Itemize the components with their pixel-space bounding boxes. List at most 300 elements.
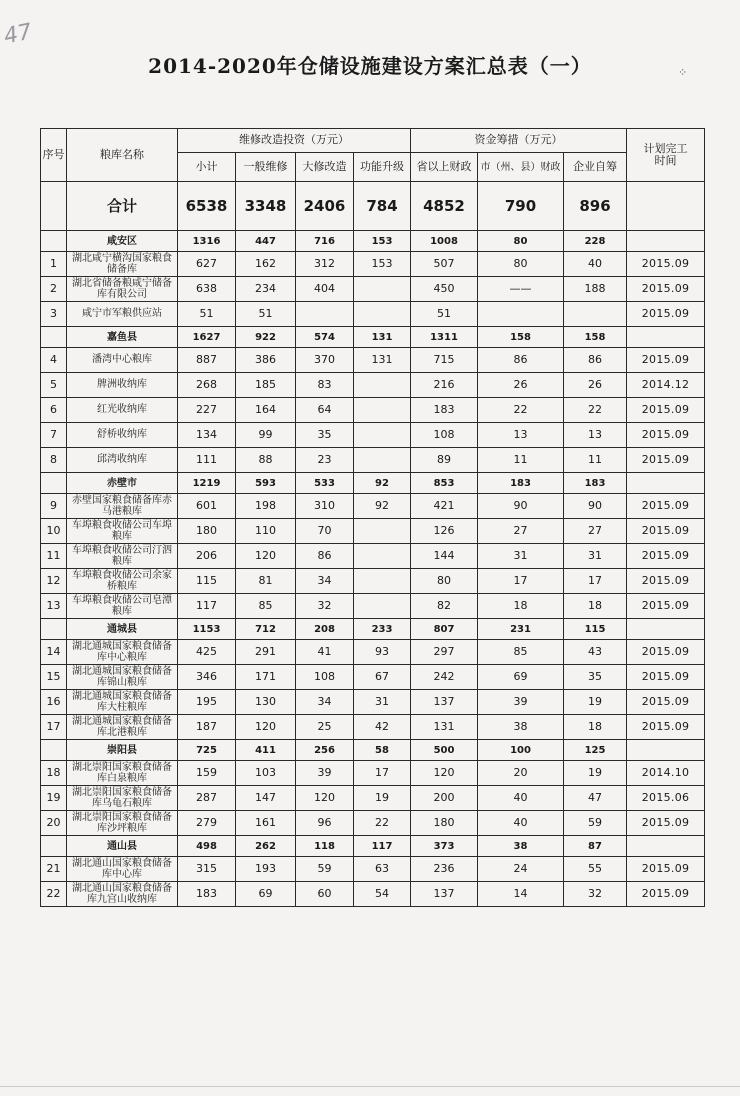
cell-upgrade <box>354 594 411 619</box>
cell-enterprise: 19 <box>564 761 627 786</box>
table-row <box>41 665 705 690</box>
cell-provincial: 853 <box>411 473 478 494</box>
table-row <box>41 715 705 740</box>
row-seq: 3 <box>41 302 67 327</box>
cell-date <box>627 619 705 640</box>
cell-provincial: 242 <box>411 665 478 690</box>
cell-enterprise: 31 <box>564 544 627 569</box>
cell-date: 2015.09 <box>627 423 705 448</box>
cell-general: 185 <box>236 373 296 398</box>
header-provincial: 省以上财政 <box>411 153 478 182</box>
cell-date: 2015.09 <box>627 302 705 327</box>
cell-upgrade <box>354 569 411 594</box>
summary-table <box>40 128 705 907</box>
cell-major: 256 <box>296 740 354 761</box>
cell-subtotal: 180 <box>178 519 236 544</box>
cell-subtotal: 601 <box>178 494 236 519</box>
cell-provincial: 500 <box>411 740 478 761</box>
cell-general: 447 <box>236 231 296 252</box>
cell-major: 404 <box>296 277 354 302</box>
cell-upgrade: 22 <box>354 811 411 836</box>
cell-provincial: 200 <box>411 786 478 811</box>
cell-provincial: 120 <box>411 761 478 786</box>
cell-enterprise: 26 <box>564 373 627 398</box>
cell-date: 2015.09 <box>627 398 705 423</box>
cell-provincial: 236 <box>411 857 478 882</box>
row-seq: 4 <box>41 348 67 373</box>
cell-municipal: 24 <box>478 857 564 882</box>
table-row <box>41 569 705 594</box>
cell-major: 716 <box>296 231 354 252</box>
cell-major: 64 <box>296 398 354 423</box>
table-row <box>41 423 705 448</box>
cell-general: 262 <box>236 836 296 857</box>
cell-upgrade: 153 <box>354 252 411 277</box>
cell-enterprise: 47 <box>564 786 627 811</box>
cell-municipal: 26 <box>478 373 564 398</box>
cell-enterprise: 27 <box>564 519 627 544</box>
handwritten-page-number: 47 <box>1 19 35 50</box>
cell-date <box>627 473 705 494</box>
cell-enterprise: 183 <box>564 473 627 494</box>
cell-subtotal: 887 <box>178 348 236 373</box>
row-seq: 22 <box>41 882 67 907</box>
row-seq: 7 <box>41 423 67 448</box>
cell-general: 110 <box>236 519 296 544</box>
cell-enterprise: 35 <box>564 665 627 690</box>
granary-name: 湖北咸宁横沟国家粮食储备库 <box>67 252 178 277</box>
cell-enterprise: 55 <box>564 857 627 882</box>
cell-subtotal: 279 <box>178 811 236 836</box>
row-seq: 6 <box>41 398 67 423</box>
header-major-repair: 大修改造 <box>296 153 354 182</box>
cell-date: 2015.09 <box>627 690 705 715</box>
cell-enterprise: 90 <box>564 494 627 519</box>
cell-major: 312 <box>296 252 354 277</box>
cell-general: 234 <box>236 277 296 302</box>
cell-enterprise: 32 <box>564 882 627 907</box>
cell-provincial: 126 <box>411 519 478 544</box>
cell-date <box>627 740 705 761</box>
total-upgrade: 784 <box>354 182 411 231</box>
cell-upgrade: 19 <box>354 786 411 811</box>
cell-enterprise: 11 <box>564 448 627 473</box>
cell-general: 193 <box>236 857 296 882</box>
cell-major: 70 <box>296 519 354 544</box>
cell-enterprise: 18 <box>564 715 627 740</box>
cell-date: 2015.09 <box>627 494 705 519</box>
row-seq: 19 <box>41 786 67 811</box>
table-row <box>41 690 705 715</box>
cell-subtotal: 183 <box>178 882 236 907</box>
table-row <box>41 373 705 398</box>
cell-provincial: 715 <box>411 348 478 373</box>
table-row <box>41 786 705 811</box>
cell-major: 60 <box>296 882 354 907</box>
cell-municipal: 80 <box>478 252 564 277</box>
cell-enterprise: 188 <box>564 277 627 302</box>
cell-provincial: 89 <box>411 448 478 473</box>
cell-general: 120 <box>236 715 296 740</box>
cell-upgrade <box>354 277 411 302</box>
cell-upgrade: 54 <box>354 882 411 907</box>
cell-provincial: 51 <box>411 302 478 327</box>
cell-municipal: 31 <box>478 544 564 569</box>
cell-municipal: 80 <box>478 231 564 252</box>
row-seq: 20 <box>41 811 67 836</box>
cell-upgrade: 42 <box>354 715 411 740</box>
total-seq <box>41 182 67 231</box>
cell-major: 108 <box>296 665 354 690</box>
region-row <box>41 473 705 494</box>
cell-major: 120 <box>296 786 354 811</box>
row-seq: 21 <box>41 857 67 882</box>
row-seq: 11 <box>41 544 67 569</box>
total-row <box>41 182 705 231</box>
cell-upgrade <box>354 519 411 544</box>
cell-upgrade: 92 <box>354 473 411 494</box>
cell-subtotal: 627 <box>178 252 236 277</box>
row-seq <box>41 836 67 857</box>
region-row <box>41 740 705 761</box>
cell-subtotal: 1627 <box>178 327 236 348</box>
total-subtotal: 6538 <box>178 182 236 231</box>
cell-provincial: 137 <box>411 882 478 907</box>
cell-municipal: 22 <box>478 398 564 423</box>
cell-subtotal: 1316 <box>178 231 236 252</box>
cell-major: 574 <box>296 327 354 348</box>
cell-subtotal: 195 <box>178 690 236 715</box>
document-title: 2014-2020年仓储设施建设方案汇总表（一） <box>148 54 592 78</box>
cell-enterprise: 13 <box>564 423 627 448</box>
table-row <box>41 594 705 619</box>
cell-municipal: 18 <box>478 594 564 619</box>
cell-upgrade <box>354 423 411 448</box>
granary-name: 湖北省储备粮咸宁储备库有限公司 <box>67 277 178 302</box>
granary-name: 车埠粮食收储公司余家桥粮库 <box>67 569 178 594</box>
cell-subtotal: 111 <box>178 448 236 473</box>
header-general-repair: 一般维修 <box>236 153 296 182</box>
row-seq: 13 <box>41 594 67 619</box>
table-row <box>41 348 705 373</box>
granary-name: 湖北崇阳国家粮食储备库沙坪粮库 <box>67 811 178 836</box>
cell-municipal: 27 <box>478 519 564 544</box>
cell-general: 99 <box>236 423 296 448</box>
cell-date: 2015.09 <box>627 277 705 302</box>
cell-provincial: 1311 <box>411 327 478 348</box>
cell-subtotal: 187 <box>178 715 236 740</box>
cell-general: 411 <box>236 740 296 761</box>
cell-general: 712 <box>236 619 296 640</box>
cell-major: 83 <box>296 373 354 398</box>
cell-date: 2014.10 <box>627 761 705 786</box>
cell-enterprise: 18 <box>564 594 627 619</box>
table-row <box>41 811 705 836</box>
cell-municipal: 86 <box>478 348 564 373</box>
cell-subtotal: 159 <box>178 761 236 786</box>
cell-municipal: 11 <box>478 448 564 473</box>
cell-major: 86 <box>296 544 354 569</box>
cell-date: 2015.09 <box>627 811 705 836</box>
cell-enterprise: 87 <box>564 836 627 857</box>
granary-name: 赤壁国家粮食储备库赤马港粮库 <box>67 494 178 519</box>
granary-name: 湖北通城国家粮食储备库大柱粮库 <box>67 690 178 715</box>
cell-date: 2015.09 <box>627 519 705 544</box>
region-row <box>41 619 705 640</box>
cell-general: 593 <box>236 473 296 494</box>
table-row <box>41 882 705 907</box>
cell-enterprise: 59 <box>564 811 627 836</box>
row-seq: 14 <box>41 640 67 665</box>
cell-municipal: 40 <box>478 811 564 836</box>
cell-municipal: 183 <box>478 473 564 494</box>
cell-subtotal: 498 <box>178 836 236 857</box>
cell-general: 198 <box>236 494 296 519</box>
cell-subtotal: 1153 <box>178 619 236 640</box>
cell-major: 310 <box>296 494 354 519</box>
cell-subtotal: 115 <box>178 569 236 594</box>
cell-subtotal: 287 <box>178 786 236 811</box>
cell-provincial: 421 <box>411 494 478 519</box>
cell-upgrade <box>354 302 411 327</box>
cell-major: 208 <box>296 619 354 640</box>
cell-municipal <box>478 302 564 327</box>
cell-major: 32 <box>296 594 354 619</box>
cell-municipal: 17 <box>478 569 564 594</box>
cell-upgrade <box>354 448 411 473</box>
cell-municipal: 90 <box>478 494 564 519</box>
scan-smudge: ⁘ <box>678 66 688 79</box>
granary-name: 湖北通城国家粮食储备库中心粮库 <box>67 640 178 665</box>
cell-provincial: 137 <box>411 690 478 715</box>
cell-provincial: 131 <box>411 715 478 740</box>
region-name: 崇阳县 <box>67 740 178 761</box>
cell-date <box>627 231 705 252</box>
cell-general: 81 <box>236 569 296 594</box>
cell-provincial: 1008 <box>411 231 478 252</box>
granary-name: 牌洲收纳库 <box>67 373 178 398</box>
cell-major: 23 <box>296 448 354 473</box>
cell-upgrade: 17 <box>354 761 411 786</box>
cell-upgrade: 58 <box>354 740 411 761</box>
cell-date: 2015.09 <box>627 857 705 882</box>
cell-general: 164 <box>236 398 296 423</box>
cell-municipal: 231 <box>478 619 564 640</box>
cell-municipal: 13 <box>478 423 564 448</box>
granary-name: 车埠粮食收储公司皂潭粮库 <box>67 594 178 619</box>
cell-upgrade: 93 <box>354 640 411 665</box>
granary-name: 湖北通山国家粮食储备库中心库 <box>67 857 178 882</box>
row-seq <box>41 740 67 761</box>
header-funding: 资金筹措（万元） <box>411 129 627 153</box>
cell-upgrade: 233 <box>354 619 411 640</box>
cell-general: 147 <box>236 786 296 811</box>
cell-municipal: 14 <box>478 882 564 907</box>
cell-date: 2015.09 <box>627 594 705 619</box>
cell-general: 120 <box>236 544 296 569</box>
granary-name: 邱湾收纳库 <box>67 448 178 473</box>
table-row <box>41 302 705 327</box>
cell-general: 291 <box>236 640 296 665</box>
cell-provincial: 183 <box>411 398 478 423</box>
cell-municipal: 20 <box>478 761 564 786</box>
cell-enterprise: 125 <box>564 740 627 761</box>
cell-upgrade: 131 <box>354 327 411 348</box>
header-enterprise: 企业自筹 <box>564 153 627 182</box>
row-seq: 15 <box>41 665 67 690</box>
cell-general: 162 <box>236 252 296 277</box>
granary-name: 湖北崇阳国家粮食储备库白泉粮库 <box>67 761 178 786</box>
cell-provincial: 144 <box>411 544 478 569</box>
row-seq: 1 <box>41 252 67 277</box>
cell-upgrade: 153 <box>354 231 411 252</box>
header-function-upgrade: 功能升级 <box>354 153 411 182</box>
row-seq <box>41 473 67 494</box>
cell-date: 2015.09 <box>627 569 705 594</box>
cell-general: 51 <box>236 302 296 327</box>
header-investment: 维修改造投资（万元） <box>178 129 411 153</box>
cell-enterprise: 158 <box>564 327 627 348</box>
cell-date: 2015.09 <box>627 252 705 277</box>
cell-date: 2015.09 <box>627 882 705 907</box>
cell-subtotal: 268 <box>178 373 236 398</box>
cell-municipal: 40 <box>478 786 564 811</box>
table-row <box>41 448 705 473</box>
cell-enterprise: 19 <box>564 690 627 715</box>
cell-date: 2015.09 <box>627 348 705 373</box>
table-row <box>41 544 705 569</box>
cell-provincial: 180 <box>411 811 478 836</box>
row-seq <box>41 619 67 640</box>
table-row <box>41 640 705 665</box>
cell-major: 41 <box>296 640 354 665</box>
cell-general: 171 <box>236 665 296 690</box>
granary-name: 湖北通山国家粮食储备库九宫山收纳库 <box>67 882 178 907</box>
region-name: 通城县 <box>67 619 178 640</box>
cell-general: 130 <box>236 690 296 715</box>
region-name: 赤壁市 <box>67 473 178 494</box>
row-seq: 10 <box>41 519 67 544</box>
total-major: 2406 <box>296 182 354 231</box>
table-row <box>41 519 705 544</box>
cell-upgrade <box>354 544 411 569</box>
granary-name: 湖北通城国家粮食储备库北港粮库 <box>67 715 178 740</box>
cell-major: 370 <box>296 348 354 373</box>
header-seq: 序号 <box>41 129 67 182</box>
granary-name: 车埠粮食收储公司汀泗粮库 <box>67 544 178 569</box>
table-row <box>41 277 705 302</box>
cell-municipal: 100 <box>478 740 564 761</box>
page-bottom-edge <box>0 1086 740 1087</box>
cell-general: 103 <box>236 761 296 786</box>
cell-date: 2015.09 <box>627 448 705 473</box>
granary-name: 咸宁市军粮供应站 <box>67 302 178 327</box>
row-seq: 2 <box>41 277 67 302</box>
cell-municipal: 38 <box>478 715 564 740</box>
region-row <box>41 231 705 252</box>
cell-provincial: 82 <box>411 594 478 619</box>
cell-subtotal: 725 <box>178 740 236 761</box>
cell-subtotal: 51 <box>178 302 236 327</box>
cell-enterprise <box>564 302 627 327</box>
cell-provincial: 450 <box>411 277 478 302</box>
table-row <box>41 761 705 786</box>
cell-major: 96 <box>296 811 354 836</box>
cell-date: 2014.12 <box>627 373 705 398</box>
total-general: 3348 <box>236 182 296 231</box>
cell-municipal: 38 <box>478 836 564 857</box>
cell-subtotal: 134 <box>178 423 236 448</box>
cell-major: 59 <box>296 857 354 882</box>
cell-general: 922 <box>236 327 296 348</box>
cell-enterprise: 17 <box>564 569 627 594</box>
cell-general: 69 <box>236 882 296 907</box>
total-date <box>627 182 705 231</box>
cell-municipal: 39 <box>478 690 564 715</box>
cell-provincial: 216 <box>411 373 478 398</box>
cell-general: 85 <box>236 594 296 619</box>
header-completion: 计划完工时间 <box>627 129 705 182</box>
cell-date: 2015.09 <box>627 715 705 740</box>
row-seq: 8 <box>41 448 67 473</box>
cell-major: 25 <box>296 715 354 740</box>
cell-upgrade: 92 <box>354 494 411 519</box>
table-row <box>41 857 705 882</box>
header-name: 粮库名称 <box>67 129 178 182</box>
cell-major: 39 <box>296 761 354 786</box>
cell-upgrade: 117 <box>354 836 411 857</box>
row-seq: 9 <box>41 494 67 519</box>
cell-provincial: 373 <box>411 836 478 857</box>
cell-municipal: —— <box>478 277 564 302</box>
row-seq: 18 <box>41 761 67 786</box>
cell-subtotal: 346 <box>178 665 236 690</box>
cell-municipal: 85 <box>478 640 564 665</box>
row-seq: 17 <box>41 715 67 740</box>
cell-subtotal: 1219 <box>178 473 236 494</box>
region-name: 咸安区 <box>67 231 178 252</box>
cell-upgrade: 67 <box>354 665 411 690</box>
cell-provincial: 507 <box>411 252 478 277</box>
cell-subtotal: 315 <box>178 857 236 882</box>
row-seq: 16 <box>41 690 67 715</box>
cell-enterprise: 22 <box>564 398 627 423</box>
cell-general: 386 <box>236 348 296 373</box>
cell-upgrade <box>354 398 411 423</box>
cell-upgrade: 63 <box>354 857 411 882</box>
total-enterprise: 896 <box>564 182 627 231</box>
cell-subtotal: 206 <box>178 544 236 569</box>
row-seq: 12 <box>41 569 67 594</box>
header-municipal: 市（州、县）财政 <box>478 153 564 182</box>
cell-provincial: 297 <box>411 640 478 665</box>
cell-general: 88 <box>236 448 296 473</box>
cell-subtotal: 117 <box>178 594 236 619</box>
cell-date: 2015.09 <box>627 665 705 690</box>
cell-upgrade: 131 <box>354 348 411 373</box>
table-row <box>41 398 705 423</box>
cell-major: 118 <box>296 836 354 857</box>
row-seq: 5 <box>41 373 67 398</box>
total-label: 合计 <box>67 182 178 231</box>
header-subtotal: 小计 <box>178 153 236 182</box>
cell-upgrade: 31 <box>354 690 411 715</box>
cell-major: 35 <box>296 423 354 448</box>
cell-upgrade <box>354 373 411 398</box>
cell-major <box>296 302 354 327</box>
cell-major: 34 <box>296 690 354 715</box>
cell-date: 2015.06 <box>627 786 705 811</box>
